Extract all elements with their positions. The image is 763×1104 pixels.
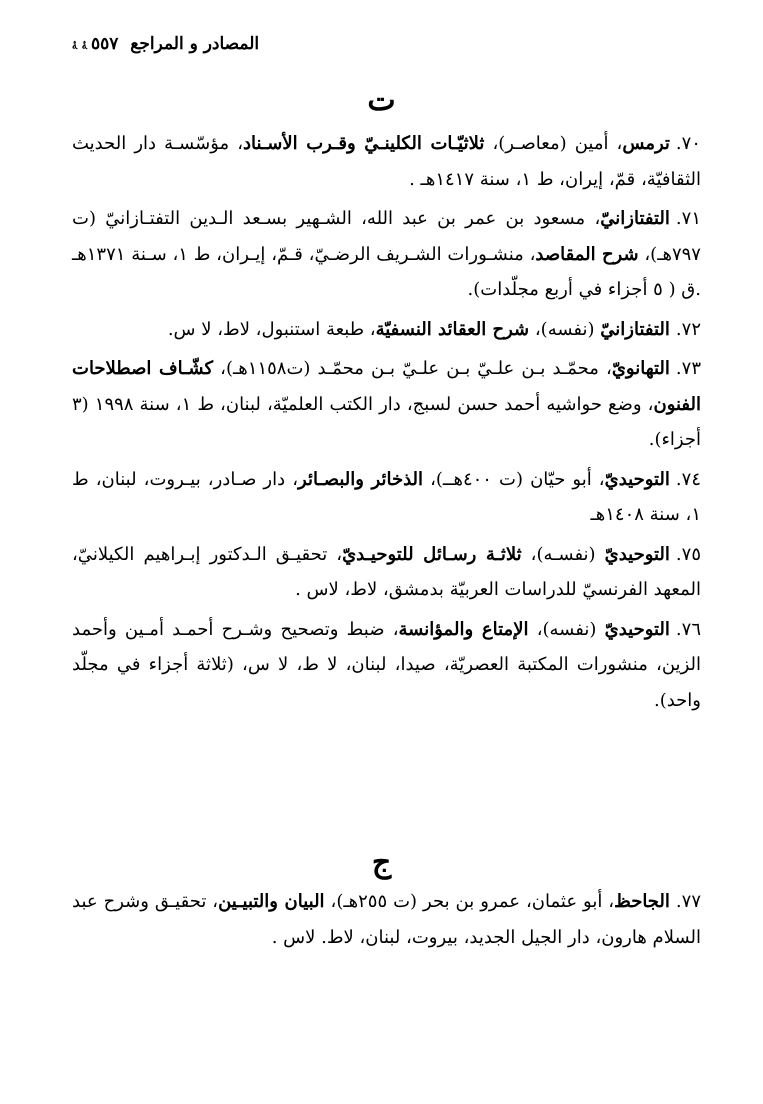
entry-author: الجاحظ [614,891,670,912]
header-ornament: ﮥ ﮥ [72,38,87,53]
bibliography-entry-77 [72,884,701,955]
entry-number: ٧٧. [675,891,701,912]
entry-author: التوحيديّ [604,468,670,490]
entry-title: البيان والتبيـين [218,891,325,912]
entry-text: ، وضع حواشيه أحمد حسن لسبج، دار الكتب العلميّة، لبنان، ط ١، سنة ١٩٩٨ (٣ أجزاء). [72,393,701,450]
entry-title: شرح العقائد النسفيّة [375,318,530,340]
entry-author: التهانويّ [611,358,670,379]
header-title: المصادر و المراجع [130,34,260,54]
entry-title: الإمتاع والمؤانسة [398,618,529,640]
entry-author: التفتازانيّ [600,208,670,229]
entry-author: ترمس [622,133,670,154]
entry-title: كشّـاف اصطلاحات الفنون [72,358,702,415]
entry-text: ، أبو عثمان، عمرو بن بحر (ت ٢٥٥هـ)، [324,891,615,912]
entry-number: ٧١. [675,208,701,229]
entry-title: ثلاثيّـات الكلينـيّ وقـرب الأسـناد [243,133,485,154]
entry-text: ، تحقيـق الـدكتور إبـراهيم الكيلانيّ، المعهد الفرنسيّ للدراسات العربيّة بدمشق، لاط، لاس . [72,543,701,600]
bibliography-entry-74 [72,462,701,533]
entry-author: التوحيديّ [604,543,670,565]
entry-text: ، مؤسّسـة دار الحديث الثقافيّة، قمّ، إيران، ط ١، سنة ١٤١٧هـ . [72,133,701,190]
entry-text: ، مسعود بن عمر بن عبد الله، الشـهير بسـعد الـدين التفتـازانيّ (ت ٧٩٧هـ)، [72,208,701,265]
entry-number: ٧٢. [675,318,701,340]
section-letter-jim: ج [371,845,392,880]
entry-text: ، محمّـد بـن علـيّ بـن علـيّ بـن محمّـد (ت١١٥٨هـ)، [213,358,612,379]
entry-text: (نفسـه)، [521,543,605,565]
entry-number: ٧٤. [675,468,701,490]
running-header [72,34,263,54]
entry-text: ، منشـورات الشـريف الرضـيّ، قـمّ، إيـران، ط ١، سـنة ١٣٧١هـ .ق ( ٥ أجزاء في أربع مجلّدات). [72,243,701,300]
page-number: ٥٥٧ [90,34,119,54]
entry-text: ، طبعة استنبول، لاط، لا س. [167,318,376,340]
bibliography-entry-73 [72,351,701,458]
entry-number: ٧٦. [675,618,701,640]
entry-title: شرح المقاصد [535,243,639,265]
bibliography-entry-76 [72,612,701,719]
entry-number: ٧٥. [675,543,701,565]
entry-text: ، أمين (معاصـر)، [484,133,623,154]
bibliography-list-jim [72,884,701,959]
bibliography-entry-70 [72,126,701,197]
bibliography-entry-72 [72,312,701,348]
entry-author: التفتازانيّ [600,318,670,340]
entry-title: الذخائر والبصـائر [298,468,424,490]
entry-text: (نفسه)، [529,318,601,340]
bibliography-entry-71 [72,201,701,308]
entry-text: ، أبو حيّان (ت ٤٠٠هــ)، [423,468,605,490]
entry-text: ، ضبط وتصحيح وشـرح أحمـد أمـين وأحمد الزين، منشورات المكتبة العصريّة، صيدا، لبنان، لا ط، لا س، (ثلاثة أجزاء في مجلّد واحد). [72,618,701,711]
entry-number: ٧٠. [675,133,701,154]
entry-text: (نفسه)، [528,618,605,640]
entry-number: ٧٣. [675,358,701,379]
entry-author: التوحيديّ [604,618,670,640]
entry-title: ثلاثـة رسـائل للتوحيـديّ [342,543,522,565]
entry-text: ، تحقيـق وشرح عبد السلام هارون، دار الجيل الجديد، بيروت، لبنان، لاط. لاس . [72,891,701,948]
bibliography-list [72,126,701,722]
section-letter-ta: ت [367,83,396,118]
bibliography-entry-75 [72,537,701,608]
entry-text: ، دار صـادر، بيـروت، لبنان، ط ١، سنة ١٤٠٨هـ [72,468,701,525]
